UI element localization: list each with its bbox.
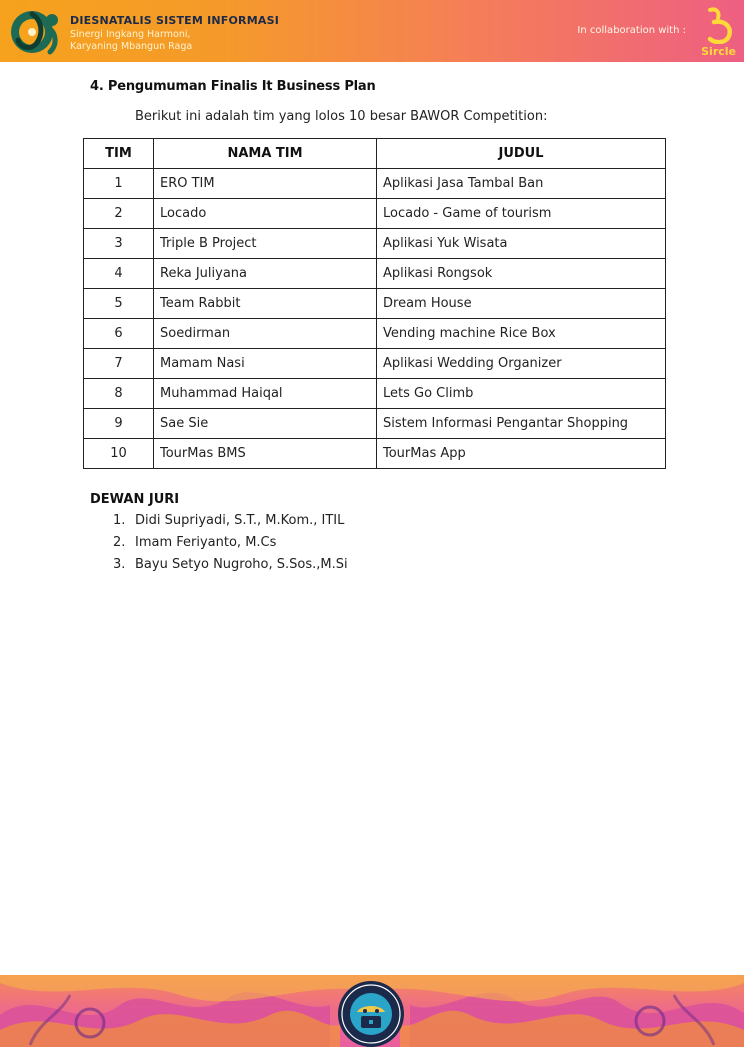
- collaboration-label: In collaboration with :: [577, 25, 686, 36]
- header-title: DIESNATALIS SISTEM INFORMASI: [70, 14, 279, 27]
- cell-judul: TourMas App: [377, 439, 666, 469]
- bawor-badge-icon: [335, 978, 407, 1047]
- cell-tim: 1: [84, 169, 154, 199]
- list-number: 2.: [113, 535, 126, 550]
- cell-nama-tim: Muhammad Haiqal: [154, 379, 377, 409]
- juri-name: Imam Feriyanto, M.Cs: [135, 535, 277, 550]
- cell-tim: 6: [84, 319, 154, 349]
- cell-nama-tim: Soedirman: [154, 319, 377, 349]
- intro-text: Berikut ini adalah tim yang lolos 10 besar BAWOR Competition:: [135, 109, 548, 124]
- cell-judul: Aplikasi Rongsok: [377, 259, 666, 289]
- cell-nama-tim: Reka Juliyana: [154, 259, 377, 289]
- table-row: [84, 289, 666, 319]
- column-header-tim: TIM: [84, 139, 154, 169]
- cell-judul: Lets Go Climb: [377, 379, 666, 409]
- list-item: [113, 513, 348, 535]
- juri-name: Bayu Setyo Nugroho, S.Sos.,M.Si: [135, 557, 348, 572]
- sircle-logo-icon: [702, 6, 736, 44]
- cell-judul: Aplikasi Yuk Wisata: [377, 229, 666, 259]
- cell-tim: 7: [84, 349, 154, 379]
- header-subtitle-line1: Sinergi Ingkang Harmoni,: [70, 29, 191, 40]
- juri-name: Didi Supriyadi, S.T., M.Kom., ITIL: [135, 513, 345, 528]
- list-number: 3.: [113, 557, 126, 572]
- list-number: 1.: [113, 513, 126, 528]
- header-banner: [0, 0, 744, 62]
- table-row: [84, 169, 666, 199]
- cell-nama-tim: Sae Sie: [154, 409, 377, 439]
- juri-title: DEWAN JURI: [90, 492, 180, 507]
- cell-judul: Vending machine Rice Box: [377, 319, 666, 349]
- cell-judul: Aplikasi Jasa Tambal Ban: [377, 169, 666, 199]
- list-item: [113, 557, 348, 579]
- table-row: [84, 319, 666, 349]
- cell-nama-tim: Team Rabbit: [154, 289, 377, 319]
- partner-name: Sircle: [701, 45, 736, 58]
- cell-nama-tim: Mamam Nasi: [154, 349, 377, 379]
- cell-tim: 10: [84, 439, 154, 469]
- cell-tim: 4: [84, 259, 154, 289]
- table-row: [84, 439, 666, 469]
- cell-judul: Sistem Informasi Pengantar Shopping: [377, 409, 666, 439]
- column-header-nama-tim: NAMA TIM: [154, 139, 377, 169]
- table-row: [84, 199, 666, 229]
- section-title: 4. Pengumuman Finalis It Business Plan: [90, 79, 376, 94]
- cell-nama-tim: Triple B Project: [154, 229, 377, 259]
- cell-tim: 8: [84, 379, 154, 409]
- finalist-table: [83, 138, 666, 469]
- cell-judul: Locado - Game of tourism: [377, 199, 666, 229]
- table-row: [84, 409, 666, 439]
- table-row: [84, 349, 666, 379]
- table-row: [84, 229, 666, 259]
- table-row: [84, 379, 666, 409]
- list-item: [113, 535, 348, 557]
- cell-judul: Aplikasi Wedding Organizer: [377, 349, 666, 379]
- cell-tim: 9: [84, 409, 154, 439]
- juri-list: [113, 513, 348, 579]
- table-header-row: [84, 139, 666, 169]
- cell-nama-tim: Locado: [154, 199, 377, 229]
- table-row: [84, 259, 666, 289]
- cell-tim: 3: [84, 229, 154, 259]
- diesnatalis-logo-icon: [8, 6, 64, 58]
- cell-tim: 5: [84, 289, 154, 319]
- cell-judul: Dream House: [377, 289, 666, 319]
- column-header-judul: JUDUL: [377, 139, 666, 169]
- cell-tim: 2: [84, 199, 154, 229]
- cell-nama-tim: TourMas BMS: [154, 439, 377, 469]
- header-subtitle-line2: Karyaning Mbangun Raga: [70, 41, 193, 52]
- cell-nama-tim: ERO TIM: [154, 169, 377, 199]
